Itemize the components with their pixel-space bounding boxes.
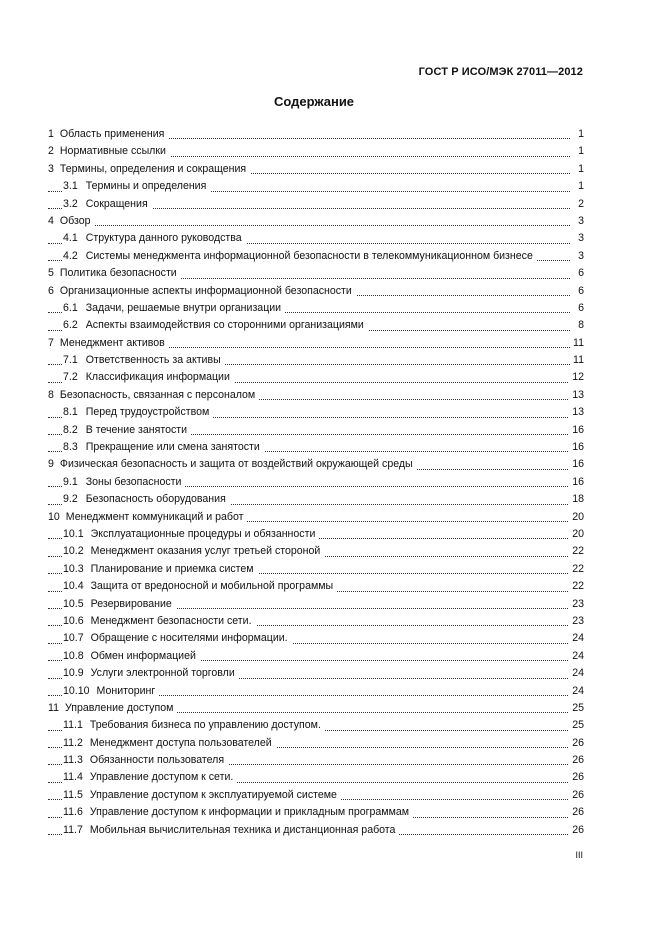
toc-entry-number: 8.2 — [63, 423, 78, 436]
toc-entry[interactable] — [48, 700, 584, 717]
toc-entry-number: 6.1 — [63, 301, 78, 314]
toc-entry-label: Планирование и приемка систем — [90, 562, 254, 575]
toc-entry[interactable] — [48, 474, 584, 491]
toc-entry-page: 26 — [569, 804, 584, 821]
toc-entry-number: 2 — [48, 145, 54, 158]
toc-entry[interactable] — [48, 491, 584, 508]
toc-entry[interactable] — [48, 422, 584, 439]
toc-entry-label: Управление доступом к информации и прикладным программам — [89, 806, 410, 819]
toc-entry-page: 1 — [575, 161, 584, 178]
toc-entry-number: 10.5 — [63, 597, 84, 610]
toc-entry-number: 11.4 — [63, 771, 83, 784]
page-title: Содержание — [273, 94, 355, 109]
toc-entry-title — [48, 337, 169, 349]
toc-entry[interactable] — [48, 630, 584, 647]
toc-entry-page: 24 — [569, 683, 584, 700]
toc-entry-number: 11.6 — [63, 806, 83, 819]
toc-entry-number: 9.1 — [63, 475, 78, 488]
toc-entry-label: Менеджмент активов — [59, 336, 165, 349]
toc-entry-page: 26 — [569, 752, 584, 769]
toc-entry[interactable] — [48, 248, 584, 265]
toc-entry-label: Обязанности пользователя — [89, 754, 225, 767]
toc-entry-number: 11.2 — [63, 736, 83, 749]
table-of-contents — [48, 126, 584, 839]
toc-entry-title — [63, 545, 324, 557]
toc-entry-page: 25 — [569, 717, 584, 734]
toc-entry-title — [63, 771, 237, 783]
toc-entry-page: 3 — [575, 230, 584, 247]
toc-entry-number: 10.10 — [63, 684, 90, 697]
toc-entry[interactable] — [48, 404, 584, 421]
toc-entry-title — [63, 806, 413, 818]
toc-entry-label: Задачи, решаемые внутри организации — [85, 301, 282, 314]
toc-entry[interactable] — [48, 161, 584, 178]
toc-entry-number: 10 — [48, 510, 60, 523]
toc-entry-number: 10.2 — [63, 545, 84, 558]
toc-entry-page: 16 — [569, 474, 584, 491]
toc-entry[interactable] — [48, 439, 584, 456]
toc-entry[interactable] — [48, 265, 584, 282]
toc-entry-number: 5 — [48, 267, 54, 280]
toc-entry-title — [63, 406, 213, 418]
toc-entry-title — [63, 563, 258, 575]
toc-entry-page: 6 — [575, 265, 584, 282]
toc-entry[interactable] — [48, 509, 584, 526]
toc-entry-label: В течение занятости — [85, 423, 188, 436]
toc-entry-number: 10.7 — [63, 632, 84, 645]
toc-entry[interactable] — [48, 561, 584, 578]
document-header: ГОСТ Р ИСО/МЭК 27011—2012 — [418, 66, 583, 78]
toc-entry-label: Услуги электронной торговли — [90, 667, 235, 680]
toc-entry-label: Классификация информации — [85, 371, 230, 384]
toc-entry-label: Обзор — [59, 214, 91, 227]
toc-entry-page: 1 — [575, 143, 584, 160]
toc-entry-page: 26 — [569, 769, 584, 786]
toc-entry-label: Область применения — [59, 128, 165, 140]
toc-entry[interactable] — [48, 543, 584, 560]
toc-entry-number: 7 — [48, 336, 54, 349]
toc-entry[interactable] — [48, 143, 584, 160]
toc-entry-number: 3.1 — [63, 180, 78, 193]
toc-entry[interactable] — [48, 717, 584, 734]
toc-entry-label: Защита от вредоносной и мобильной программы — [90, 580, 334, 593]
toc-entry[interactable] — [48, 526, 584, 543]
toc-entry-title — [63, 250, 537, 262]
toc-entry-title — [63, 198, 152, 210]
toc-entry-label: Управление доступом к сети. — [89, 771, 234, 784]
toc-entry-number: 8.3 — [63, 441, 78, 454]
toc-entry-label: Термины и определения — [85, 180, 207, 193]
toc-entry-label: Обмен информацией — [90, 649, 196, 662]
toc-entry-title — [63, 180, 210, 192]
toc-entry[interactable] — [48, 178, 584, 195]
toc-entry-number: 10.4 — [63, 580, 84, 593]
toc-entry-page: 18 — [569, 491, 584, 508]
toc-entry[interactable] — [48, 735, 584, 752]
toc-entry-title — [48, 702, 177, 714]
toc-entry-title — [48, 215, 95, 227]
toc-entry[interactable] — [48, 578, 584, 595]
toc-entry-label: Аспекты взаимодействия со сторонними организациями — [85, 319, 364, 332]
toc-entry[interactable] — [48, 196, 584, 213]
toc-entry[interactable] — [48, 230, 584, 247]
toc-entry[interactable] — [48, 683, 584, 700]
toc-entry[interactable] — [48, 787, 584, 804]
toc-entry-number: 9.2 — [63, 493, 78, 506]
toc-entry-title — [63, 354, 225, 366]
toc-entry-page: 26 — [569, 787, 584, 804]
toc-entry[interactable] — [48, 596, 584, 613]
toc-entry-number: 11.1 — [63, 719, 83, 732]
toc-entry-page: 3 — [575, 213, 584, 230]
toc-entry-page: 25 — [569, 700, 584, 717]
toc-entry-page: 24 — [569, 665, 584, 682]
toc-entry-title — [63, 615, 256, 627]
toc-entry-label: Прекращение или смена занятости — [85, 441, 260, 454]
toc-entry[interactable] — [48, 352, 584, 369]
toc-entry-label: Перед трудоустройством — [85, 406, 210, 419]
toc-entry-label: Нормативные ссылки — [59, 145, 166, 158]
toc-entry-page: 2 — [575, 196, 584, 213]
toc-entry-number: 8 — [48, 388, 54, 401]
toc-entry-label: Управление доступом — [65, 701, 174, 714]
toc-entry-number: 4 — [48, 214, 54, 227]
toc-entry-label: Системы менеджмента информационной безопасности в телекоммуникационном бизнесе — [85, 249, 533, 262]
toc-entry-page: 1 — [575, 126, 584, 143]
toc-entry-number: 7.1 — [63, 354, 78, 367]
toc-entry-title — [48, 285, 356, 297]
toc-entry-label: Менеджмент безопасности сети. — [90, 614, 252, 627]
toc-entry-title — [48, 389, 259, 401]
toc-entry-page: 8 — [575, 317, 584, 334]
toc-entry-title — [48, 511, 247, 523]
toc-entry-title — [63, 424, 191, 436]
toc-entry-title — [63, 302, 285, 314]
toc-entry-number: 10.3 — [63, 562, 84, 575]
toc-entry[interactable] — [48, 648, 584, 665]
toc-entry-page: 20 — [569, 509, 584, 526]
toc-entry[interactable] — [48, 769, 584, 786]
toc-entry-page: 13 — [569, 404, 584, 421]
toc-entry-page: 20 — [569, 526, 584, 543]
toc-entry-title — [63, 371, 234, 383]
toc-entry-page: 11 — [570, 335, 584, 352]
toc-entry-label: Управление доступом к эксплуатируемой системе — [89, 788, 337, 801]
toc-entry-number: 6.2 — [63, 319, 78, 332]
toc-entry-page: 26 — [569, 735, 584, 752]
toc-entry[interactable] — [48, 335, 584, 352]
toc-entry-page: 23 — [569, 613, 584, 630]
toc-entry-title — [63, 319, 368, 331]
toc-entry[interactable] — [48, 283, 584, 300]
toc-entry-title — [48, 163, 250, 175]
toc-entry-label: Мобильная вычислительная техника и дистанционная работа — [89, 823, 396, 836]
toc-entry-title — [63, 476, 185, 488]
toc-entry-number: 3 — [48, 162, 54, 175]
toc-entry[interactable] — [48, 369, 584, 386]
toc-entry-title — [63, 598, 176, 610]
toc-entry-title — [63, 232, 246, 244]
toc-entry-number: 4.1 — [63, 232, 78, 245]
toc-entry-title — [63, 685, 159, 697]
toc-entry-title — [63, 824, 399, 836]
toc-entry-title — [63, 754, 228, 766]
toc-entry-label: Обращение с носителями информации. — [90, 632, 288, 645]
toc-entry-page: 16 — [569, 439, 584, 456]
toc-entry-title — [48, 267, 181, 279]
toc-entry-number: 11.3 — [63, 754, 83, 767]
toc-entry[interactable] — [48, 613, 584, 630]
toc-entry-page: 26 — [569, 822, 584, 839]
toc-entry[interactable] — [48, 317, 584, 334]
toc-entry-title — [63, 493, 230, 505]
toc-entry-number: 3.2 — [63, 197, 78, 210]
toc-entry[interactable] — [48, 387, 584, 404]
toc-entry-number: 11.5 — [63, 788, 83, 801]
toc-entry-title — [63, 441, 264, 453]
toc-entry-title — [63, 667, 239, 679]
toc-entry-title — [63, 632, 292, 644]
toc-entry-page: 12 — [569, 369, 584, 386]
page-number: III — [575, 850, 583, 860]
toc-entry[interactable] — [48, 822, 584, 839]
toc-entry-title — [63, 719, 325, 731]
toc-entry-title — [63, 528, 319, 540]
toc-entry-page: 3 — [575, 248, 584, 265]
toc-entry-page: 24 — [569, 648, 584, 665]
toc-entry[interactable] — [48, 665, 584, 682]
toc-entry-label: Менеджмент оказания услуг третьей стороной — [90, 545, 321, 558]
toc-entry-page: 22 — [569, 543, 584, 560]
toc-entry-number: 10.9 — [63, 667, 84, 680]
toc-entry-number: 10.1 — [63, 527, 84, 540]
toc-entry-page: 22 — [569, 578, 584, 595]
toc-entry-label: Структура данного руководства — [85, 232, 242, 245]
toc-entry-page: 23 — [569, 596, 584, 613]
toc-entry-number: 11.7 — [63, 823, 83, 836]
toc-entry[interactable] — [48, 804, 584, 821]
toc-entry-page: 24 — [569, 630, 584, 647]
toc-entry-title — [63, 737, 276, 749]
toc-entry-label: Ответственность за активы — [85, 354, 221, 367]
toc-entry-label: Безопасность, связанная с персоналом — [59, 388, 256, 401]
toc-entry-label: Политика безопасности — [59, 267, 177, 280]
toc-entry-number: 10.8 — [63, 649, 84, 662]
toc-entry-label: Физическая безопасность и защита от воздействий окружающей среды — [59, 458, 413, 471]
toc-entry-label: Зоны безопасности — [85, 475, 182, 488]
dot-leader — [48, 225, 570, 226]
toc-entry-page: 16 — [569, 456, 584, 473]
toc-entry-number: 4.2 — [63, 249, 78, 262]
toc-entry-label: Менеджмент коммуникаций и работ — [65, 510, 244, 523]
toc-entry-label: Безопасность оборудования — [85, 493, 226, 506]
toc-entry-label: Требования бизнеса по управлению доступом. — [89, 719, 321, 732]
toc-entry-title — [63, 650, 200, 662]
toc-entry[interactable] — [48, 456, 584, 473]
toc-entry-title — [48, 458, 417, 470]
toc-entry[interactable] — [48, 300, 584, 317]
toc-entry-label: Менеджмент доступа пользователей — [89, 736, 272, 749]
toc-entry[interactable] — [48, 213, 584, 230]
toc-entry-page: 6 — [575, 300, 584, 317]
toc-entry-label: Организационные аспекты информационной безопасности — [59, 284, 352, 297]
toc-entry-number: 6 — [48, 284, 54, 297]
toc-entry-label: Термины, определения и сокращения — [59, 162, 247, 175]
toc-entry-title — [63, 789, 341, 801]
toc-entry-number: 1 — [48, 128, 54, 140]
toc-entry-number: 7.2 — [63, 371, 78, 384]
toc-entry-title — [63, 580, 337, 592]
toc-entry-label: Сокращения — [85, 197, 148, 210]
toc-entry-number: 8.1 — [63, 406, 78, 419]
toc-entry-page: 16 — [569, 422, 584, 439]
toc-entry-page: 1 — [575, 178, 584, 195]
toc-entry-label: Эксплуатационные процедуры и обязанности — [90, 527, 316, 540]
toc-entry-page: 22 — [569, 561, 584, 578]
toc-entry[interactable] — [48, 752, 584, 769]
toc-entry-page: 11 — [570, 352, 584, 369]
toc-entry[interactable] — [48, 126, 584, 143]
toc-entry-number: 9 — [48, 458, 54, 471]
toc-entry-label: Резервирование — [90, 597, 172, 610]
toc-entry-label: Мониторинг — [96, 684, 156, 697]
toc-entry-page: 6 — [575, 283, 584, 300]
toc-entry-title — [48, 128, 168, 140]
toc-entry-title — [48, 145, 170, 157]
toc-entry-number: 10.6 — [63, 614, 84, 627]
toc-entry-page: 13 — [569, 387, 584, 404]
toc-entry-number: 11 — [48, 701, 59, 714]
